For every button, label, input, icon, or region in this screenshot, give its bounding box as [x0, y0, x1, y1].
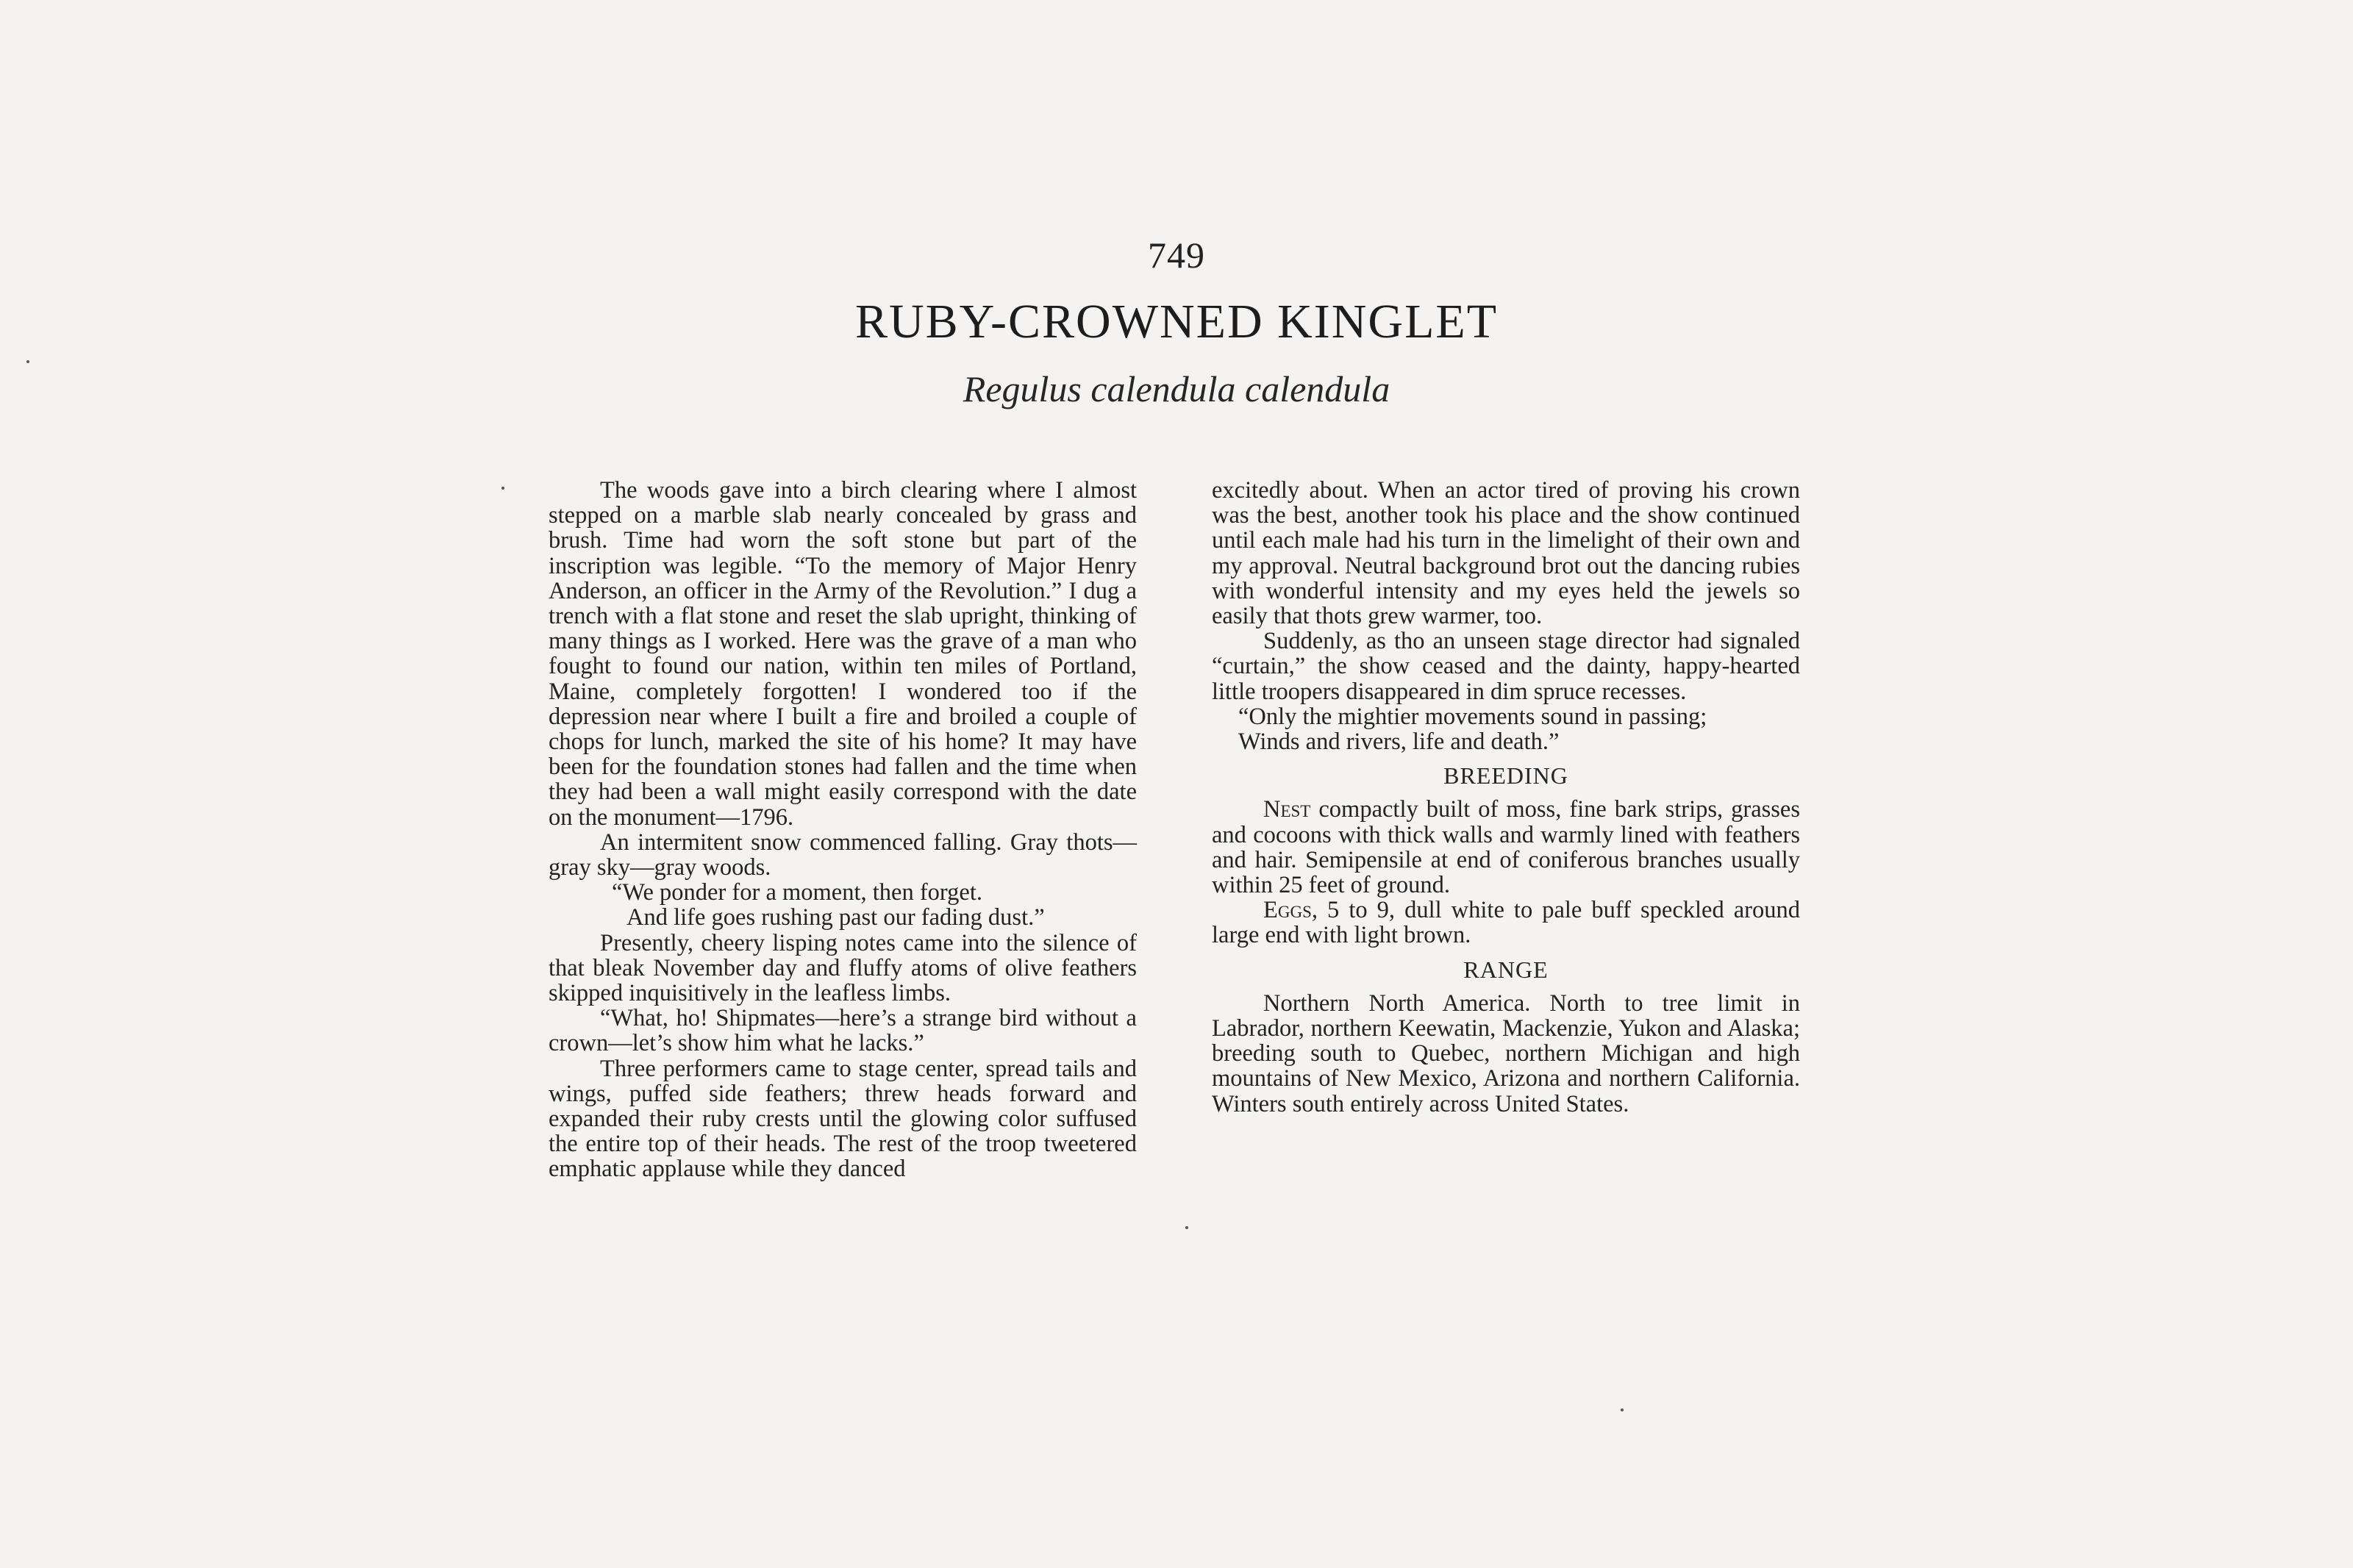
- right-column: [1212, 478, 1800, 1117]
- paper-speck: [26, 360, 29, 363]
- paper-speck: [1621, 1408, 1624, 1411]
- paragraph-performers: Three performers came to stage center, spread tails and wings, puffed side feathers; threw heads forward and expanded their ruby crests until the glowing color suffused the entire top of their heads. The rest of the troop tweetered emphatic applause while they danced: [549, 1055, 1137, 1183]
- paragraph-curtain: Suddenly, as tho an unseen stage director had signaled “curtain,” the show ceased and the dainty, happy-hearted little troopers disappeared in dim spruce recesses.: [1212, 628, 1800, 705]
- verse-line: Winds and rivers, life and death.”: [1238, 728, 1560, 756]
- verse-mightier: [1212, 704, 1800, 754]
- breeding-heading: BREEDING: [1443, 762, 1568, 790]
- verse-ponder: [549, 880, 1137, 930]
- paragraph-nest: [1212, 797, 1800, 898]
- scientific-name: Regulus calendula calendula: [963, 368, 1390, 409]
- paragraph-snow: An intermitent snow commenced falling. Gray thots—gray sky—gray woods.: [549, 828, 1137, 881]
- nest-text: compactly built of moss, fine bark strips, grasses and cocoons with thick walls and warmly lined with feathers and hair. Semipensile at end of coniferous branches usually within 25 feet of ground.: [1212, 796, 1800, 899]
- paper-speck: [1185, 1226, 1188, 1229]
- verse-line: “We ponder for a moment, then forget.: [612, 879, 982, 906]
- verse-line: And life goes rushing past our fading dust.”: [626, 904, 1045, 931]
- paragraph-notes: Presently, cheery lisping notes came into the silence of that bleak November day and fluffy atoms of olive feathers skipped inquisitively in the leafless limbs.: [549, 929, 1137, 1007]
- page-title: RUBY-CROWNED KINGLET: [854, 295, 1499, 348]
- eggs-text: , 5 to 9, dull white to pale buff speckled around large end with light brown.: [1212, 897, 1800, 949]
- paragraph-actors: excitedly about. When an actor tired of proving his crown was the best, another took his place and the show continued until each male had his turn in the limelight of their own and my approval. Neutral background brot out the dancing rubies with wonderful intensity and my eyes held the jewels so easily that thots grew warmer, too.: [1212, 477, 1800, 630]
- paragraph-range: Northern North America. North to tree limit in Labrador, northern Keewatin, Mackenzie, Yukon and Alaska; breeding south to Quebec, northern Michigan and high mountains of New Mexico, Arizona and northern California. Winters south entirely across United States.: [1212, 989, 1800, 1117]
- nest-label: Nest: [1263, 796, 1311, 823]
- page-number: 749: [1148, 235, 1205, 276]
- paragraph-eggs: [1212, 898, 1800, 948]
- eggs-label: Eggs: [1263, 897, 1312, 924]
- paragraph-grave: The woods gave into a birch clearing where I almost stepped on a marble slab nearly concealed by grass and brush. Time had worn the soft stone but part of the inscription was legible. “To the memory of Major Henry Anderson, an officer in the Army of the Revolution.” I dug a trench with a flat stone and reset the slab upright, thinking of many things as I worked. Here was the grave of a man who fought to found our nation, within ten miles of Portland, Maine, completely forgotten! I wondered too if the depression near where I built a fire and broiled a couple of chops for lunch, marked the site of his home? It may have been for the foundation stones had fallen and the time when they had been a wall might easily correspond with the date on the monument—1796.: [549, 477, 1137, 831]
- left-column: [549, 478, 1137, 1182]
- verse-line: “Only the mightier movements sound in passing;: [1238, 703, 1707, 730]
- paragraph-shipmates: “What, ho! Shipmates—here’s a strange bird without a crown—let’s show him what he lacks.”: [549, 1005, 1137, 1057]
- range-heading: RANGE: [1463, 956, 1549, 983]
- paper-speck: [501, 487, 504, 490]
